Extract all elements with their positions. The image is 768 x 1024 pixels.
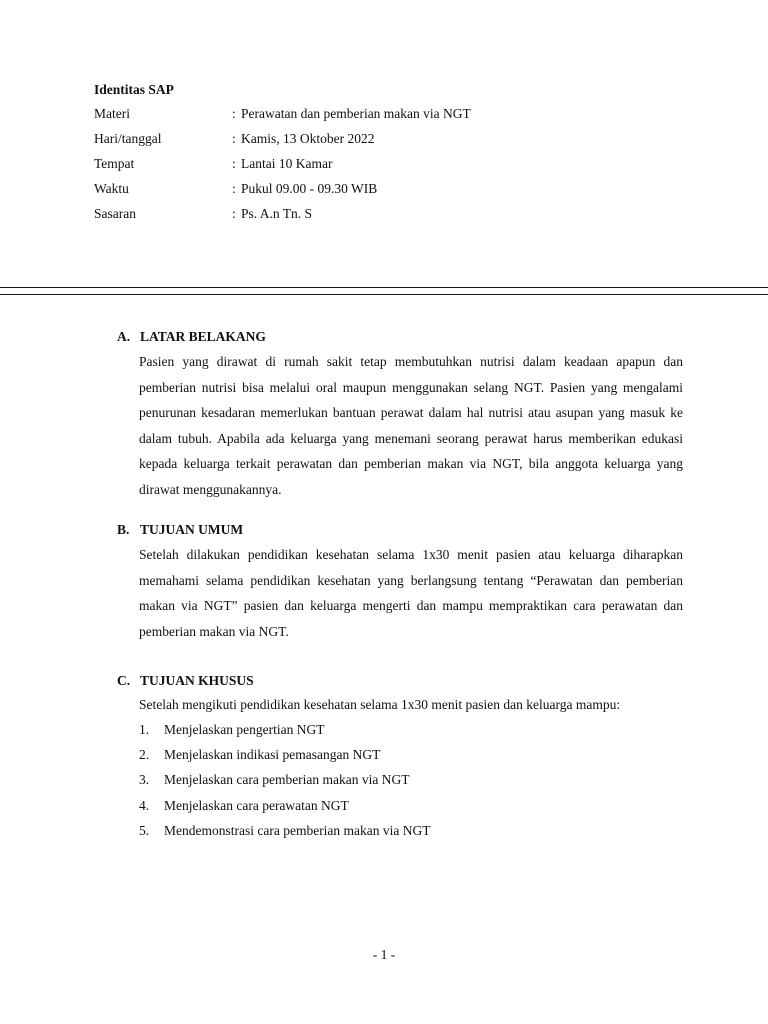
list-number: 2.: [139, 747, 150, 763]
identity-colon: :: [232, 131, 236, 146]
list-number: 1.: [139, 722, 150, 737]
list-item: [139, 821, 683, 846]
identity-title: Identitas SAP: [94, 82, 174, 97]
identity-label: Sasaran: [94, 206, 136, 221]
list-text: Menjelaskan cara pemberian makan via NGT: [164, 772, 410, 788]
identity-value: Ps. A.n Tn. S: [241, 206, 313, 221]
list-text: Menjelaskan pengertian NGT: [164, 722, 325, 737]
identity-label: Tempat: [94, 156, 135, 171]
list-text: Menjelaskan indikasi pemasangan NGT: [164, 747, 381, 763]
page-number: - 1 -: [372, 947, 396, 962]
identity-row-materi: [94, 104, 654, 129]
identity-colon: :: [232, 106, 236, 121]
section-letter: C.: [117, 673, 131, 688]
identity-value: Perawatan dan pemberian makan via NGT: [241, 106, 471, 121]
section-heading: [117, 521, 683, 539]
identity-row-time: [94, 179, 654, 204]
section-body: Pasien yang dirawat di rumah sakit tetap membutuhkan nutrisi dalam keadaan apapun dan pemberian nutrisi bisa melalui oral maupun menggunakan selang NGT. Pasien yang mengalami penurunan kesadaran memerlukan bantuan perawat dalam hal nutrisi atau asupan yang masuk ke dalam tubuh. Apabila ada keluarga yang menemani seorang perawat harus memberikan edukasi kepada keluarga terkait perawatan dan pemberian makan via NGT, bila anggota keluarga yang dirawat menggunakannya.: [139, 354, 683, 497]
section-intro: Setelah mengikuti pendidikan kesehatan selama 1x30 menit pasien dan keluarga mampu:: [139, 697, 621, 712]
section-heading: [117, 672, 683, 690]
section-heading: [117, 328, 683, 346]
identity-colon: :: [232, 156, 236, 171]
section-letter: A.: [117, 329, 131, 344]
section-tujuan-khusus: [117, 672, 683, 859]
identity-colon: :: [232, 206, 236, 221]
section-body: Setelah dilakukan pendidikan kesehatan selama 1x30 menit pasien atau keluarga diharapkan memahami selama pendidikan kesehatan yang berlangsung tentang “Perawatan dan pemberian makan via NGT” pasien dan keluarga mengerti dan mampu mempraktikan cara perawatan dan pemberian makan via NGT.: [139, 547, 683, 639]
header-divider-bottom: [0, 294, 768, 295]
identity-row-target: [94, 204, 654, 229]
list-item: [139, 796, 683, 821]
list-text: Mendemonstrasi cara pemberian makan via NGT: [164, 822, 431, 838]
list-item: [139, 745, 683, 770]
identity-colon: :: [232, 181, 236, 196]
section-tujuan-umum: [117, 521, 683, 644]
identity-value: Kamis, 13 Oktober 2022: [241, 131, 375, 146]
list-number: 4.: [139, 797, 150, 813]
header-divider-top: [0, 287, 768, 288]
identity-value: Pukul 09.00 - 09.30 WIB: [241, 181, 378, 196]
list-number: 5.: [139, 822, 150, 838]
section-latar-belakang: [117, 328, 683, 503]
list-number: 3.: [139, 772, 150, 788]
identity-value: Lantai 10 Kamar: [241, 156, 333, 171]
identity-label: Waktu: [94, 181, 129, 196]
identity-row-place: [94, 154, 654, 179]
identity-label: Materi: [94, 106, 130, 121]
section-title: LATAR BELAKANG: [140, 329, 266, 344]
list-item: [139, 770, 683, 795]
identity-block: [94, 80, 654, 229]
section-title: TUJUAN UMUM: [140, 522, 244, 537]
section-letter: B.: [117, 522, 130, 537]
identity-label: Hari/tanggal: [94, 131, 162, 146]
list-text: Menjelaskan cara perawatan NGT: [164, 797, 349, 813]
section-title: TUJUAN KHUSUS: [140, 673, 254, 688]
objectives-list: [139, 720, 683, 846]
list-item: [139, 720, 683, 745]
identity-row-date: [94, 129, 654, 154]
